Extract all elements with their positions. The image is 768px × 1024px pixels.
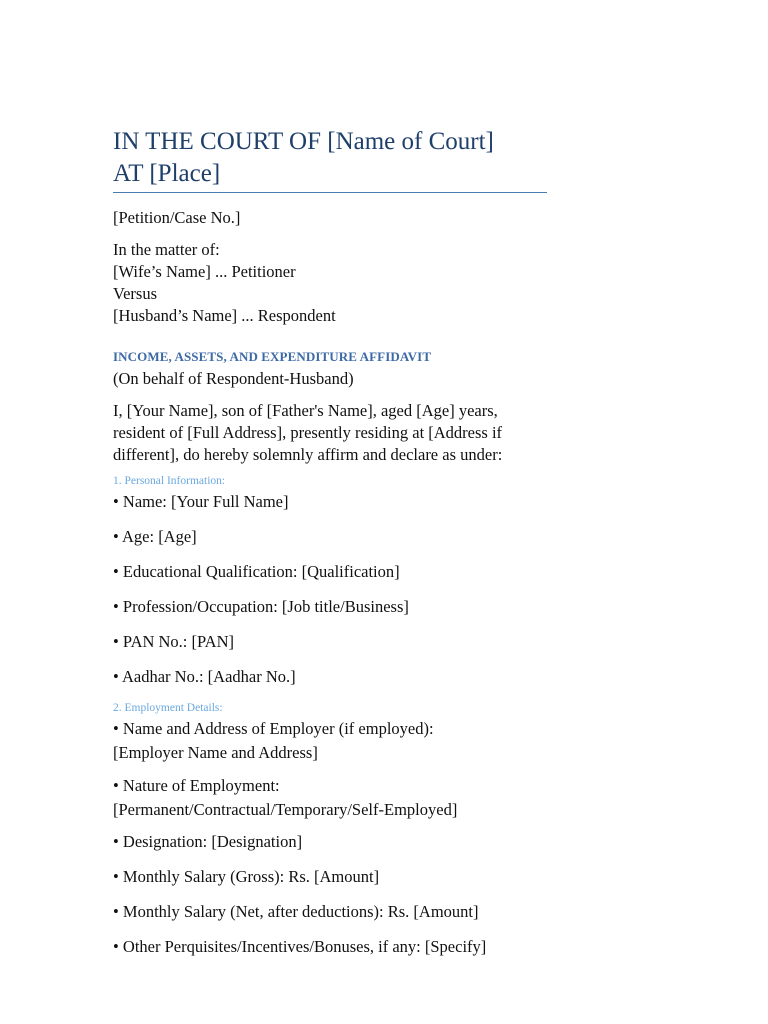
intro-line-3: different], do hereby solemnly affirm and declare as under: [113, 445, 503, 464]
employer-line-2: [Employer Name and Address] [113, 743, 318, 762]
employment-item-designation: • Designation: [Designation] [113, 832, 303, 851]
petitioner-line: [Wife’s Name] ... Petitioner [113, 262, 296, 281]
personal-item-pan: • PAN No.: [PAN] [113, 632, 235, 651]
personal-item-age: • Age: [Age] [113, 527, 197, 546]
personal-item-name: • Name: [Your Full Name] [113, 492, 289, 511]
court-title [113, 126, 547, 193]
matter-label: In the matter of: [113, 240, 220, 259]
personal-info-heading: 1. Personal Information: [113, 475, 226, 487]
employment-item-net-salary: • Monthly Salary (Net, after deductions): Rs. [Amount] [113, 902, 479, 921]
court-title-line-2: AT [Place] [113, 160, 221, 187]
employer-line-1: • Name and Address of Employer (if employed): [113, 719, 434, 738]
personal-item-aadhar: • Aadhar No.: [Aadhar No.] [113, 667, 296, 686]
intro-line-1: I, [Your Name], son of [Father's Name], aged [Age] years, [113, 401, 498, 420]
employment-item-gross-salary: • Monthly Salary (Gross): Rs. [Amount] [113, 867, 380, 886]
affidavit-behalf: (On behalf of Respondent-Husband) [113, 369, 354, 388]
employment-heading: 2. Employment Details: [113, 702, 223, 714]
court-title-line-1: IN THE COURT OF [Name of Court] [113, 128, 494, 155]
personal-item-profession: • Profession/Occupation: [Job title/Business] [113, 597, 409, 616]
respondent-line: [Husband’s Name] ... Respondent [113, 306, 336, 325]
versus-line: Versus [113, 284, 157, 303]
intro-line-2: resident of [Full Address], presently residing at [Address if [113, 423, 503, 442]
case-number: [Petition/Case No.] [113, 208, 241, 227]
nature-line-1: • Nature of Employment: [113, 776, 280, 795]
nature-line-2: [Permanent/Contractual/Temporary/Self-Employed] [113, 800, 458, 819]
personal-item-education: • Educational Qualification: [Qualification] [113, 562, 400, 581]
employment-item-perquisites: • Other Perquisites/Incentives/Bonuses, if any: [Specify] [113, 937, 487, 956]
affidavit-heading: INCOME, ASSETS, AND EXPENDITURE AFFIDAVIT [113, 349, 432, 364]
